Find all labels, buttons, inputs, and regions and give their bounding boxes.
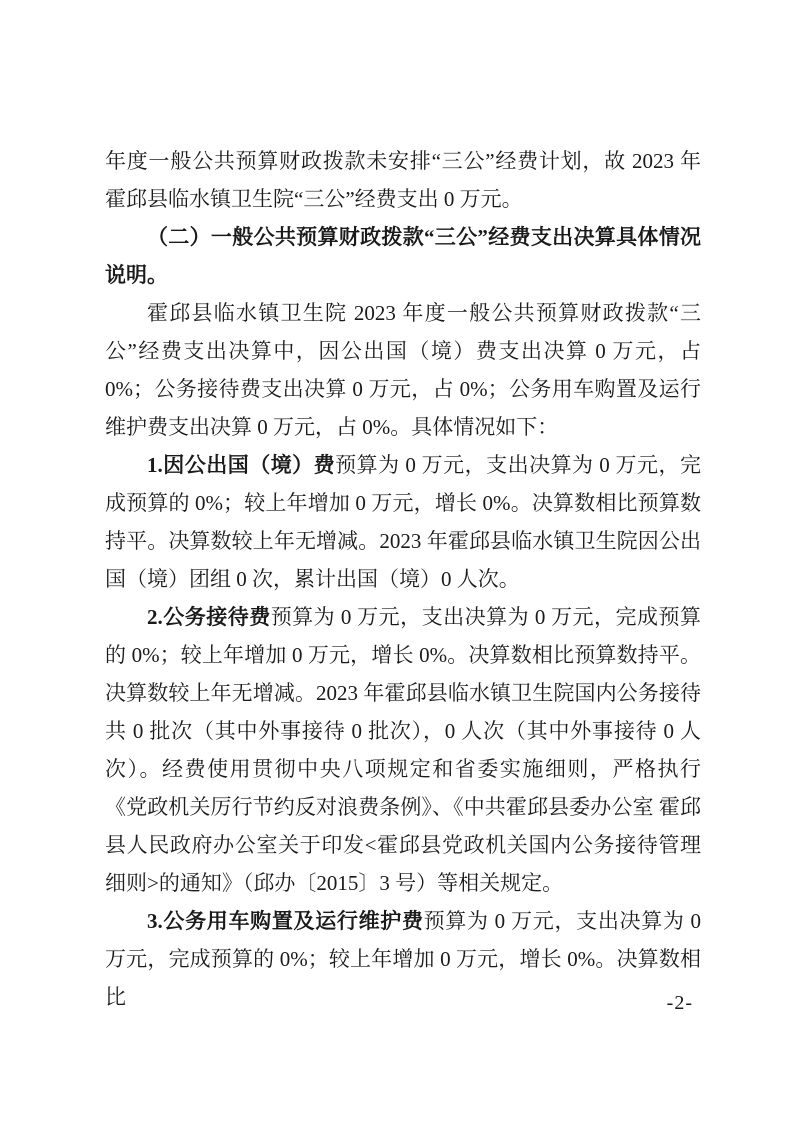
text-segment: （二）一般公共预算财政拨款“三公”经费支出决算具体情况说明。: [105, 225, 701, 287]
text-segment: 3.公务用车购置及运行维护费: [147, 909, 424, 933]
text-segment: 霍邱县临水镇卫生院 2023 年度一般公共预算财政拨款“三公”经费支出决算中，因公出国（境）费支出决算 0 万元，占 0%；公务接待费支出决算 0 万元，占 0%；公务用车购置及运行维护费支出决算 0 万元，占 0%。具体情况如下：: [105, 301, 701, 439]
page-number: -2-: [666, 992, 693, 1014]
paragraph: [105, 218, 701, 294]
text-segment: 1.因公出国（境）费: [147, 453, 336, 477]
text-segment: 2.公务接待费: [147, 605, 271, 629]
text-segment: 预算为 0 万元，支出决算为 0 万元，完成预算的 0%；较上年增加 0 万元，增长 0%。决算数相比: [105, 909, 701, 1009]
paragraph: [105, 142, 701, 218]
paragraph: [105, 598, 701, 902]
text-segment: 预算为 0 万元，支出决算为 0 万元，完成预算的 0%；较上年增加 0 万元，增长 0%。决算数相比预算数持平。决算数较上年无增减。2023 年霍邱县临水镇卫生院因公出国（境）团组 0 次，累计出国（境）0 人次。: [105, 453, 702, 591]
document-body: [105, 142, 701, 1016]
paragraph: [105, 446, 701, 598]
paragraph: [105, 294, 701, 446]
text-segment: 预算为 0 万元，支出决算为 0 万元，完成预算的 0%；较上年增加 0 万元，增长 0%。决算数相比预算数持平。决算数较上年无增减。2023 年霍邱县临水镇卫生院国内公务接待共 0 批次（其中外事接待 0 批次），0 人次（其中外事接待 0 人次）。经费使用贯彻中央八项规定和省委实施细则，严格执行《党政机关厉行节约反对浪费条例》、《中共霍邱县委办公室 霍邱县人民政府办公室关于印发<霍邱县党政机关国内公务接待管理细则>的通知》（邱办〔2015〕3 号）等相关规定。: [105, 605, 702, 895]
text-segment: 年度一般公共预算财政拨款未安排“三公”经费计划，故 2023 年霍邱县临水镇卫生院“三公”经费支出 0 万元。: [105, 149, 701, 211]
paragraph: [105, 902, 701, 1016]
